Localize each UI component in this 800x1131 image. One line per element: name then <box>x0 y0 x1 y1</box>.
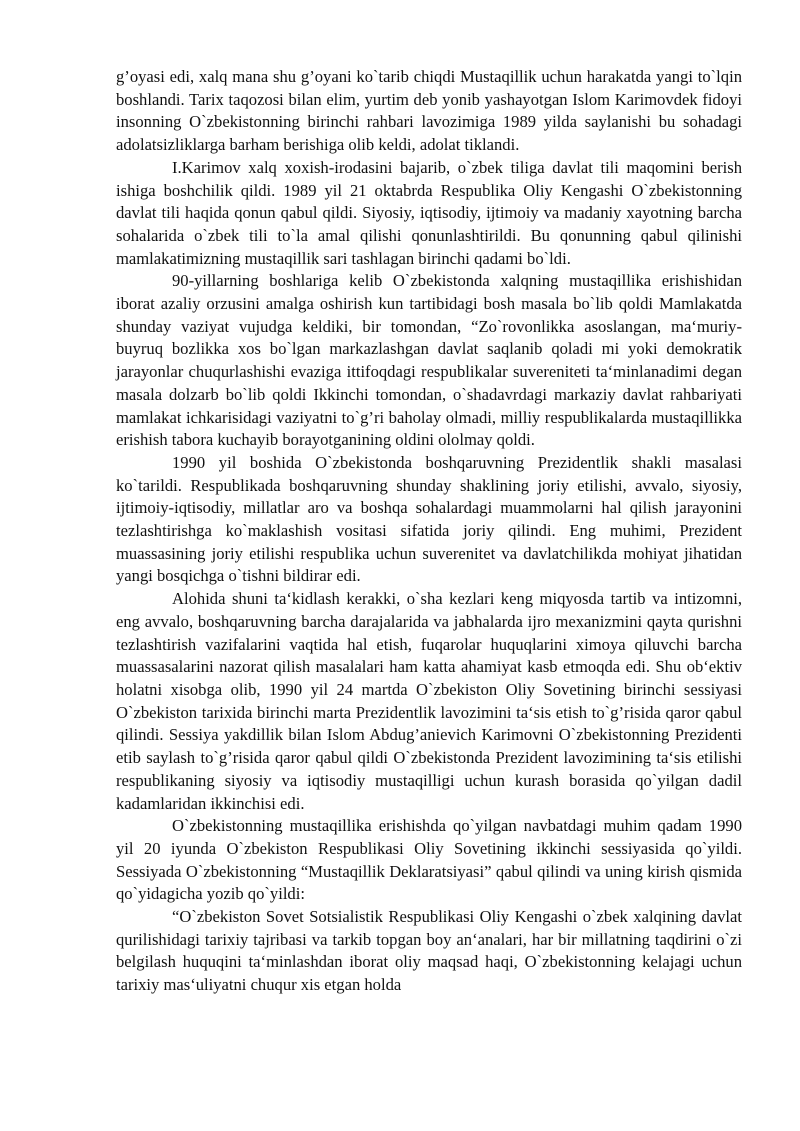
paragraph-2: I.Karimov xalq xoxish-irodasini bajarib, o`zbek tiliga davlat tili maqomini berish ishiga boshchilik qildi. 1989 yil 21 oktabrda Respublika Oliy Kengashi O`zbekistonning davlat tili haqida qonun qabul qildi. Siyosiy, iqtisodiy, ijtimoiy va madaniy xayotning barcha sohalarida o`zbek tili to`la amal qilishi qonunlashtirildi. Bu qonunning qabul qilinishi mamlakatimizning mustaqillik sari tashlagan birinchi qadami bo`ldi. <box>116 157 742 268</box>
document-page <box>116 66 742 997</box>
paragraph-3: 90-yillarning boshlariga kelib O`zbekistonda xalqning mustaqillika erishishidan iborat azaliy orzusini amalga oshirish kun tartibidagi bosh masala bo`lib qoldi Mamlakatda shunday vaziyat vujudga keldiki, bir tomondan, “Zo`rovonlikka asoslangan, ma‘muriy-buyruq bozlikka xos bo`lgan markazlashgan davlat saqlanib qoladi mi yoki demokratik jarayonlar chuqurlashishi evaziga ittifoqdagi respublikalar suvereniteti ta‘minlanadimi degan masala dolzarb bo`lib qoldi Ikkinchi tomondan, o`shadavrdagi markaziy davlat rahbariyati mamlakat ichkarisidagi vaziyatni to`g’ri baholay olmadi, milliy respublikalarda mustaqillikka erishish tabora kuchayib borayotganining oldini ololmay qoldi. <box>116 271 742 450</box>
paragraph-1: g’oyasi edi, xalq mana shu g’oyani ko`tarib chiqdi Mustaqillik uchun harakatda yangi to`lqin boshlandi. Tarix taqozosi bilan elim, yurtim deb yonib yashayotgan Islom Karimovdek fidoyi insonning O`zbekistonning birinchi rahbari lavozimiga 1989 yilda saylanishi bu sohadagi adolatsizliklarga barham berishiga olib keldi, adolat tiklandi. <box>116 67 742 155</box>
paragraph-5: Alohida shuni ta‘kidlash kerakki, o`sha kezlari keng miqyosda tartib va intizomni, eng avvalo, boshqaruvning barcha darajalarida va jabhalarda ijro mexanizmini qayta qurishni tezlashtirish vazifalarini vaqtida hal etish, fuqarolar huquqlarini ximoya qiluvchi barcha muassasalarini nazorat qilish masalalari ham katta ahamiyat kasb etmoqda edi. Shu ob‘ektiv holatni xisobga olib, 1990 yil 24 martda O`zbekiston Oliy Sovetining birinchi sessiyasi O`zbekiston tarixida birinchi marta Prezidentlik lavozimini ta‘sis etish to`g’risida qaror qabul qilindi. Sessiya yakdillik bilan Islom Abdug’anievich Karimovni O`zbekistonning Prezidenti etib saylash to`g’risida qaror qabul qildi O`zbekistonda Prezident lavozimining ta‘sis etilishi respublikaning siyosiy va iqtisodiy mustaqilligi uchun kurash borasida qo`yilgan dadil kadamlaridan ikkinchisi edi. <box>116 589 742 813</box>
paragraph-4: 1990 yil boshida O`zbekistonda boshqaruvning Prezidentlik shakli masalasi ko`tarildi. Respublikada boshqaruvning shunday shaklining joriy etilishi, avvalo, siyosiy, ijtimoiy-iqtisodiy, millatlar aro va boshqa sohalardagi muammolarni hal qilish jarayonini tezlashtirishga ko`maklashish vositasi sifatida joriy qilindi. Eng muhimi, Prezident muassasining joriy etilishi respublika uchun suverenitet va davlatchilikda mohiyat jihatidan yangi bosqichga o`tishni bildirar edi. <box>116 452 742 586</box>
paragraph-6: O`zbekistonning mustaqillika erishishda qo`yilgan navbatdagi muhim qadam 1990 yil 20 iyunda O`zbekiston Respublikasi Oliy Sovetining ikkinchi sessiyasida qo`yildi. Sessiyada O`zbekistonning “Mustaqillik Deklaratsiyasi” qabul qilindi va uning kirish qismida qo`yidagicha yozib qo`yildi: <box>116 816 742 904</box>
paragraph-7: “O`zbekiston Sovet Sotsialistik Respublikasi Oliy Kengashi o`zbek xalqining davlat qurilishidagi tarixiy tajribasi va tarkib topgan boy an‘analari, har bir millatning taqdirini o`zi belgilash huquqini ta‘minlashdan iborat oliy maqsad haqi, O`zbekistonning kelajagi uchun tarixiy mas‘uliyatni chuqur xis etgan holda <box>116 907 742 995</box>
